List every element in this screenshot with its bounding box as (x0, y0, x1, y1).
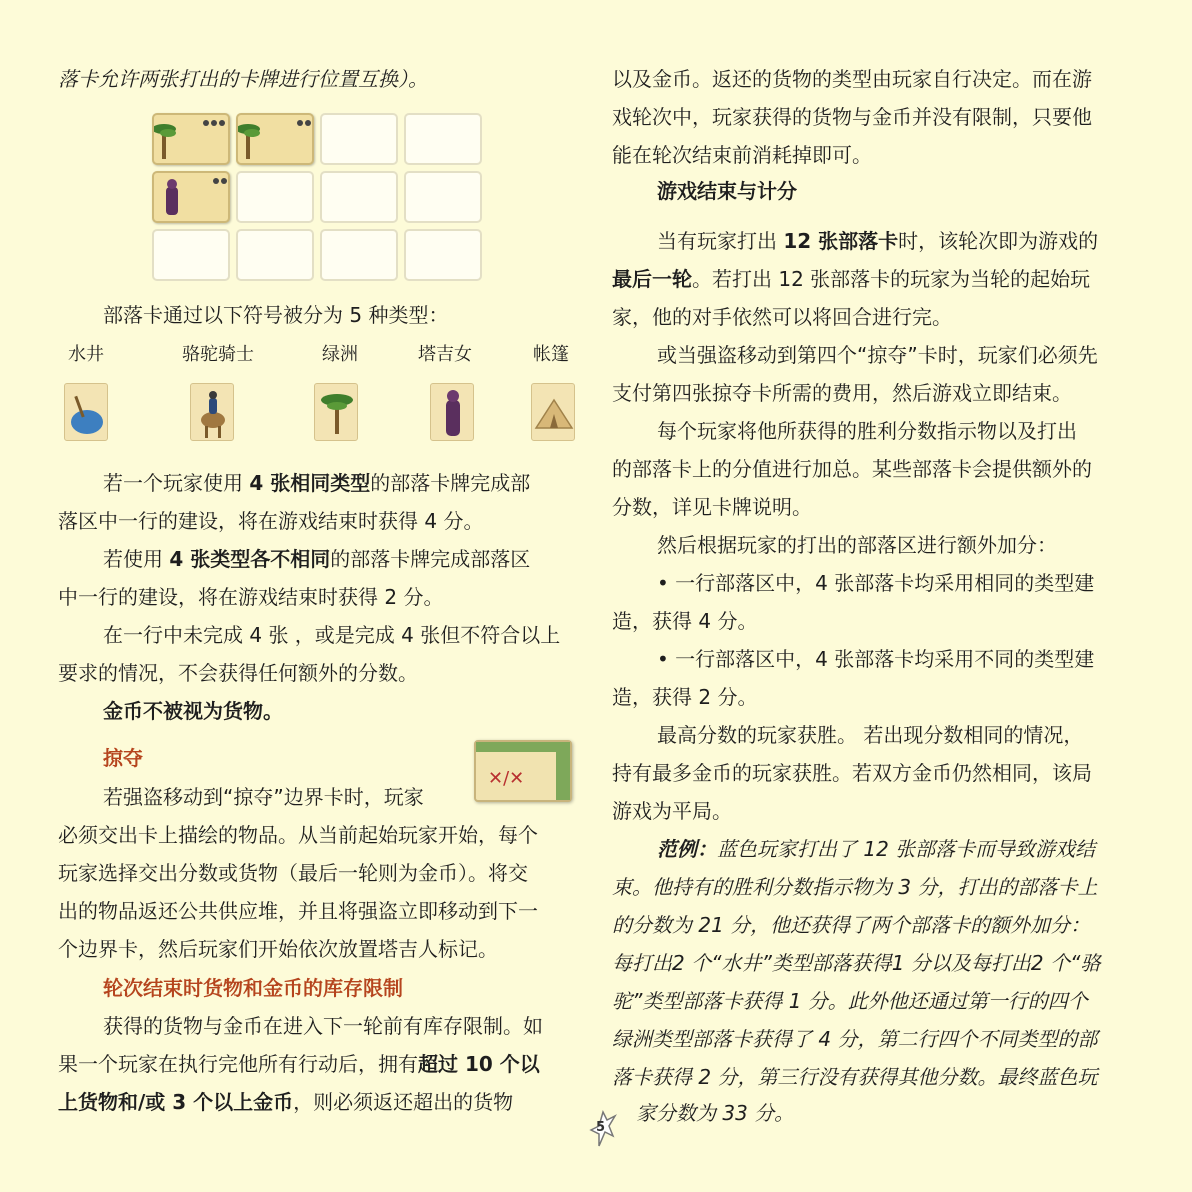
example-line-6: 绿洲类型部落卡获得了 4 分，第二行四个不同类型的部 (612, 1027, 1098, 1051)
raid-line-5: 个边界卡，然后玩家们开始依次放置塔吉人标记。 (58, 937, 498, 961)
right-line-2: 戏轮次中，玩家获得的货物与金币并没有限制，只要他 (612, 105, 1092, 129)
symbol-label-oasis: 绿洲 (322, 344, 358, 365)
grid-slot-empty (152, 229, 230, 281)
example-line-8: 家分数为 33 分。 (636, 1101, 795, 1125)
end-line-8: 分数，详见卡牌说明。 (612, 495, 812, 519)
example-line-5: 驼”类型部落卡获得 1 分。此外他还通过第一行的四个 (612, 989, 1088, 1013)
grid-card-woman (152, 171, 230, 223)
raid-line-3: 玩家选择交出分数或货物（最后一轮则为金币）。将交 (58, 861, 528, 885)
grid-slot-empty (404, 229, 482, 281)
symbol-card-tent (531, 383, 575, 441)
grid-slot-empty (404, 171, 482, 223)
end-line-9: 然后根据玩家的打出的部落区进行额外加分： (657, 533, 1057, 557)
para-same-type-2: 落区中一行的建设，将在游戏结束时获得 4 分。 (58, 509, 484, 533)
right-line-3: 能在轮次结束前消耗掉即可。 (612, 143, 872, 167)
symbol-label-well: 水井 (68, 344, 104, 365)
types-intro: 部落卡通过以下符号被分为 5 种类型： (103, 303, 449, 327)
winner-line-3: 游戏为平局。 (612, 799, 732, 823)
winner-line-1: 最高分数的玩家获胜。 若出现分数相同的情况， (657, 723, 1084, 747)
grid-slot-empty (320, 171, 398, 223)
end-line-2: 最后一轮。若打出 12 张部落卡的玩家为当轮的起始玩 (612, 267, 1091, 291)
grid-slot-empty (320, 229, 398, 281)
example-line-2: 束。他持有的胜利分数指示物为 3 分，打出的部落卡上 (612, 875, 1098, 899)
raid-line-1: 若强盗移动到“掠夺”边界卡时，玩家 (103, 785, 424, 809)
symbol-label-camel-rider: 骆驼骑士 (182, 344, 254, 365)
tajik-woman-icon (154, 173, 232, 225)
end-line-5: 支付第四张掠夺卡所需的费用，然后游戏立即结束。 (612, 381, 1072, 405)
page-number-ornament (585, 1106, 621, 1154)
limit-line-3: 上货物和/或 3 个以上金币，则必须返还超出的货物 (58, 1090, 514, 1114)
example-line-7: 落卡获得 2 分，第三行没有获得其他分数。最终蓝色玩 (612, 1065, 1098, 1089)
para-same-type-1: 若一个玩家使用 4 张相同类型的部落卡牌完成部 (103, 471, 531, 495)
para-diff-type-1: 若使用 4 张类型各不相同的部落卡牌完成部落区 (103, 547, 531, 571)
para-incomplete-2: 要求的情况，不会获得任何额外的分数。 (58, 661, 418, 685)
grid-slot-empty (236, 171, 314, 223)
tent-icon (532, 384, 576, 442)
symbol-card-camel-rider (190, 383, 234, 441)
svg-text:✕/✕: ✕/✕ (488, 768, 525, 789)
example-line-1: 范例：蓝色玩家打出了 12 张部落卡而导致游戏结 (657, 837, 1096, 861)
camel-rider-icon (191, 384, 235, 442)
palm-tree-icon (238, 115, 316, 167)
end-line-7: 的部落卡上的分值进行加总。某些部落卡会提供额外的 (612, 457, 1092, 481)
end-line-1: 当有玩家打出 12 张部落卡时，该轮次即为游戏的 (657, 229, 1099, 253)
limit-line-1: 获得的货物与金币在进入下一轮前有库存限制。如 (103, 1014, 543, 1038)
raid-cross-icon (476, 742, 570, 800)
tajik-woman-icon (431, 384, 475, 442)
palm-tree-icon (154, 115, 232, 167)
raid-line-4: 出的物品返还公共供应堆，并且将强盗立即移动到下一 (58, 899, 538, 923)
bullet-diff-2: 造，获得 2 分。 (612, 685, 758, 709)
end-line-4: 或当强盗移动到第四个“掠夺”卡时，玩家们必须先 (657, 343, 1098, 367)
bullet-same-2: 造，获得 4 分。 (612, 609, 758, 633)
limit-heading: 轮次结束时货物和金币的库存限制 (103, 976, 403, 1000)
grid-slot-empty (404, 113, 482, 165)
grid-card-oasis-2 (236, 113, 314, 165)
limit-line-2: 果一个玩家在执行完他所有行动后，拥有超过 10 个以 (58, 1052, 540, 1076)
example-line-4: 每打出2 个“水井”类型部落获得1 分以及每打出2 个“骆 (612, 951, 1101, 975)
left-line-1: 落卡允许两张打出的卡牌进行位置互换）。 (58, 67, 428, 91)
end-heading: 游戏结束与计分 (657, 179, 797, 203)
winner-line-2: 持有最多金币的玩家获胜。若双方金币仍然相同，该局 (612, 761, 1092, 785)
para-incomplete-1: 在一行中未完成 4 张 ，或是完成 4 张但不符合以上 (103, 623, 561, 647)
page-number: 5 (596, 1120, 606, 1135)
symbol-card-woman (430, 383, 474, 441)
palm-tree-icon (315, 384, 359, 442)
symbol-label-tent: 帐篷 (533, 344, 569, 365)
raid-border-card (474, 740, 572, 802)
well-icon (65, 384, 109, 442)
tribe-card-grid (152, 113, 486, 283)
symbol-label-woman: 塔吉女 (418, 344, 472, 365)
right-line-1: 以及金币。返还的货物的类型由玩家自行决定。而在游 (612, 67, 1092, 91)
bullet-diff-1: • 一行部落区中，4 张部落卡均采用不同的类型建 (657, 647, 1095, 671)
grid-card-oasis-1 (152, 113, 230, 165)
raid-line-2: 必须交出卡上描绘的物品。从当前起始玩家开始，每个 (58, 823, 538, 847)
para-diff-type-2: 中一行的建设，将在游戏结束时获得 2 分。 (58, 585, 444, 609)
raid-heading: 掠夺 (103, 746, 143, 770)
example-line-3: 的分数为 21 分，他还获得了两个部落卡的额外加分： (612, 913, 1091, 937)
grid-slot-empty (236, 229, 314, 281)
coins-not-goods: 金币不被视为货物。 (103, 699, 283, 723)
end-line-3: 家，他的对手依然可以将回合进行完。 (612, 305, 952, 329)
symbol-card-oasis (314, 383, 358, 441)
end-line-6: 每个玩家将他所获得的胜利分数指示物以及打出 (657, 419, 1077, 443)
bullet-same-1: • 一行部落区中，4 张部落卡均采用相同的类型建 (657, 571, 1095, 595)
grid-slot-empty (320, 113, 398, 165)
symbol-card-well (64, 383, 108, 441)
